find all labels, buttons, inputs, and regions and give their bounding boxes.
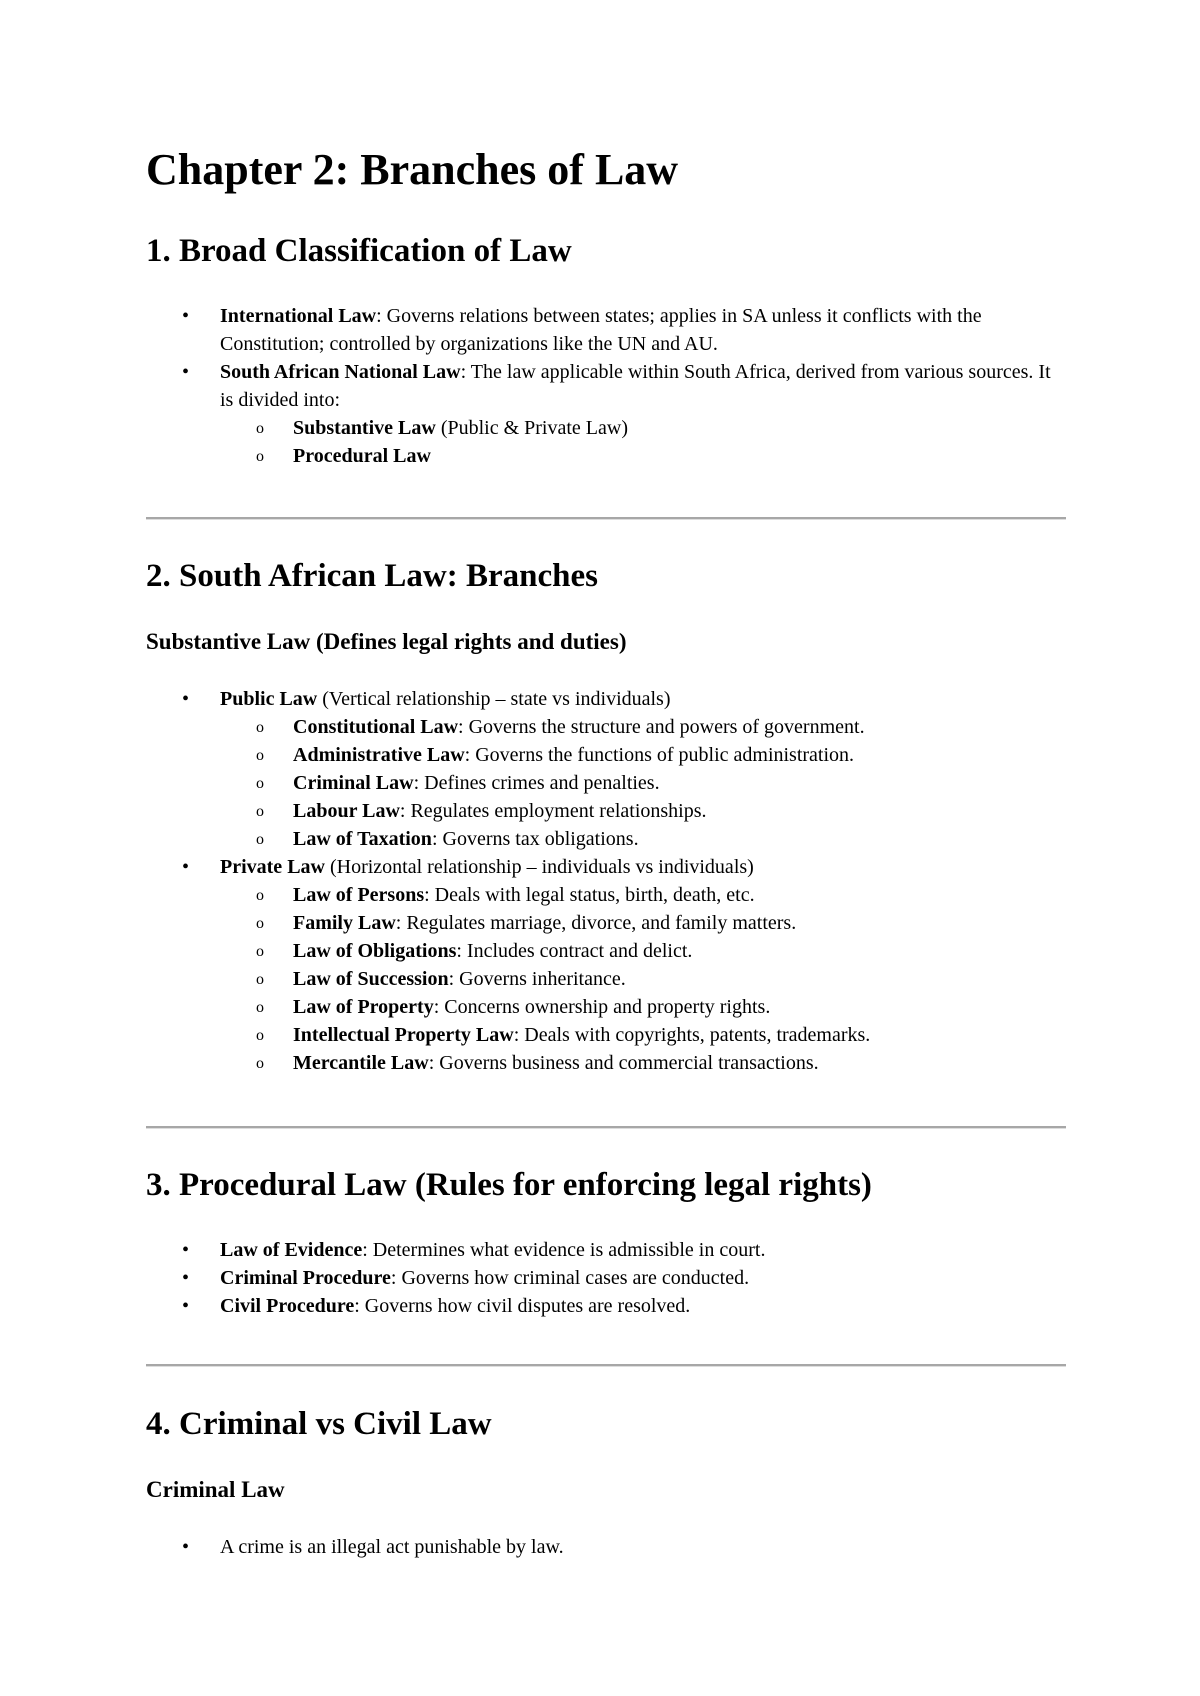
description: : Governs relations between states; applies in SA unless it conflicts with the Constitution; controlled by organizations like the UN and AU. [220, 305, 982, 355]
term: International Law [220, 305, 377, 327]
sub-list-item [220, 1049, 1066, 1077]
term: Law of Property [293, 996, 434, 1018]
section-2-list [146, 685, 1066, 1077]
horizontal-rule [146, 1364, 1066, 1367]
term: Civil Procedure [220, 1295, 355, 1317]
sub-list-item [220, 713, 1066, 741]
term: South African National Law [220, 361, 461, 383]
description: : Governs the functions of public administration. [464, 744, 855, 766]
chapter-title: Chapter 2: Branches of Law [146, 145, 679, 194]
term: Private Law [220, 856, 325, 878]
section-2-heading: 2. South African Law: Branches [146, 558, 598, 594]
section-1-list [146, 302, 1066, 470]
list-item [146, 1236, 1066, 1264]
description: : Determines what evidence is admissible in court. [362, 1239, 766, 1261]
term: Mercantile Law [293, 1052, 429, 1074]
description: : Deals with copyrights, patents, trademarks. [513, 1024, 871, 1046]
description: A crime is an illegal act punishable by law. [220, 1536, 564, 1558]
list-item [146, 1533, 1066, 1561]
description: : Governs business and commercial transactions. [428, 1052, 819, 1074]
sub-list-item [220, 741, 1066, 769]
term: Law of Succession [293, 968, 449, 990]
term: Constitutional Law [293, 716, 459, 738]
term: Law of Taxation [293, 828, 432, 850]
section-3-heading: 3. Procedural Law (Rules for enforcing legal rights) [146, 1167, 872, 1203]
term: Labour Law [293, 800, 400, 822]
term: Criminal Law [293, 772, 414, 794]
description: : Governs tax obligations. [431, 828, 639, 850]
description: : Includes contract and delict. [456, 940, 693, 962]
sub-list-item [220, 414, 1066, 442]
description: : Governs how civil disputes are resolved. [354, 1295, 691, 1317]
sub-list-item [220, 825, 1066, 853]
description: : Concerns ownership and property rights. [433, 996, 771, 1018]
sub-list-item [220, 1021, 1066, 1049]
term: Substantive Law [293, 417, 436, 439]
description: (Vertical relationship – state vs individuals) [317, 688, 671, 710]
list-item [146, 685, 1066, 853]
term: Criminal Procedure [220, 1267, 391, 1289]
description: (Horizontal relationship – individuals vs individuals) [324, 856, 754, 878]
list-item [146, 1292, 1066, 1320]
description: : Defines crimes and penalties. [413, 772, 660, 794]
sub-list-item [220, 965, 1066, 993]
section-4-heading: 4. Criminal vs Civil Law [146, 1406, 492, 1442]
horizontal-rule [146, 517, 1066, 520]
section-4-list [146, 1533, 1066, 1561]
sub-list-item [220, 442, 1066, 470]
sub-list-item [220, 993, 1066, 1021]
sub-list [220, 713, 1066, 853]
sub-list-item [220, 769, 1066, 797]
term: Family Law [293, 912, 396, 934]
list-item [146, 302, 1066, 358]
list-item [146, 853, 1066, 1077]
description: : Regulates marriage, divorce, and family matters. [395, 912, 797, 934]
list-item [146, 358, 1066, 470]
term: Intellectual Property Law [293, 1024, 514, 1046]
term: Public Law [220, 688, 318, 710]
section-3-list [146, 1236, 1066, 1320]
sub-list-item [220, 937, 1066, 965]
term: Law of Evidence [220, 1239, 363, 1261]
list-item [146, 1264, 1066, 1292]
description: : Governs how criminal cases are conducted. [390, 1267, 750, 1289]
description: : Governs inheritance. [448, 968, 626, 990]
sub-list [220, 414, 1066, 470]
section-4-subheading: Criminal Law [146, 1477, 285, 1502]
term: Administrative Law [293, 744, 465, 766]
sub-list-item [220, 881, 1066, 909]
description: : Deals with legal status, birth, death, etc. [424, 884, 755, 906]
description: : Governs the structure and powers of government. [458, 716, 865, 738]
section-1-heading: 1. Broad Classification of Law [146, 233, 572, 269]
horizontal-rule [146, 1126, 1066, 1129]
description: (Public & Private Law) [435, 417, 628, 439]
description: : The law applicable within South Africa, derived from various sources. It is divided into: [220, 361, 1051, 411]
sub-list-item [220, 797, 1066, 825]
description: : Regulates employment relationships. [399, 800, 707, 822]
term: Law of Persons [293, 884, 425, 906]
sub-list-item [220, 909, 1066, 937]
section-2-subheading: Substantive Law (Defines legal rights and duties) [146, 629, 627, 654]
term: Procedural Law [293, 445, 431, 467]
term: Law of Obligations [293, 940, 457, 962]
sub-list [220, 881, 1066, 1077]
